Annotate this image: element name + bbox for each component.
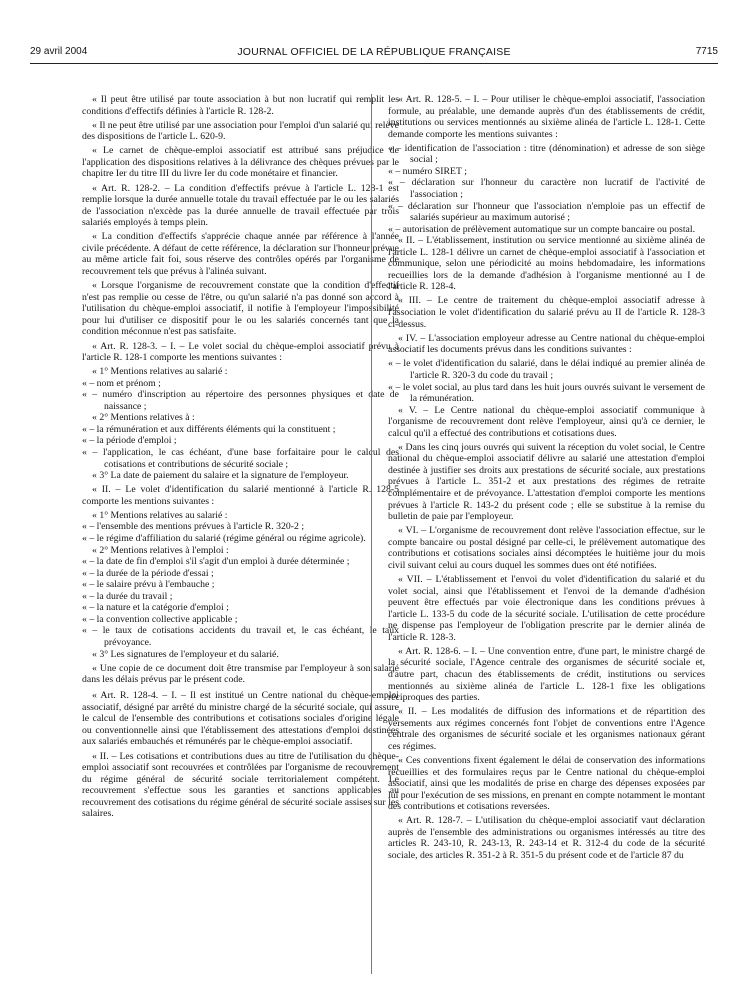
list-item: « – numéro SIRET ;: [388, 165, 467, 177]
list-item: « – le salaire prévu à l'embauche ;: [82, 579, 215, 591]
paragraph: « Une copie de ce document doit être transmise par l'employeur à son salarié dans les délais prévus par le présent code.: [82, 662, 399, 686]
paragraph: « II. – Le volet d'identification du salarié mentionné à l'article R. 128-5 comporte les mentions suivantes :: [82, 484, 399, 507]
list-item: « – numéro d'inscription au répertoire des personnes physiques et date de naissance ;: [82, 389, 399, 412]
list-item: « – la période d'emploi ;: [82, 435, 177, 447]
list-item: « – l'ensemble des mentions prévues à l'article R. 320-2 ;: [82, 521, 305, 533]
article-paragraph: « Art. R. 128-3. – I. – Le volet social du chèque-emploi associatif prévu à l'article R. 128-1 comporte les mentions suivantes :: [82, 340, 399, 364]
list-item: « – le régime d'affiliation du salarié (régime général ou régime agricole).: [82, 533, 366, 545]
paragraph: « Le carnet de chèque-emploi associatif est attribué sans préjudice de l'application des dispositions relatives à la délivrance des chèques prévues par le chapitre Ier du titre III du livre Ier du code monétaire et financier.: [82, 145, 399, 180]
paragraph: « La condition d'effectifs s'apprécie chaque année par référence à l'année civile précédente. A défaut de cette référence, la déclaration sur l'honneur prévue au même article fait foi, sous réserve des contrôles opérés par l'organisme de recouvrement tels que prévus à l'alinéa suivant.: [82, 231, 399, 278]
paragraph: « IV. – L'association employeur adresse au Centre national du chèque-emploi associatif les documents prévus dans les conditions suivantes :: [388, 332, 705, 356]
list-item: « – la date de fin d'emploi s'il s'agit d'un emploi à durée déterminée ;: [82, 556, 350, 568]
list-item: « – l'application, le cas échéant, d'une base forfaitaire pour le calcul des cotisations et contributions de sécurité sociale ;: [82, 447, 399, 470]
issue-date: 29 avril 2004: [30, 46, 88, 57]
paragraph: « III. – Le centre de traitement du chèque-emploi associatif adresse à l'association le volet d'identification du salarié prévu au II de l'article R. 128-3 ci-dessus.: [388, 295, 705, 330]
page-number: 7715: [695, 46, 718, 57]
list-item: « – déclaration sur l'honneur que l'association n'emploie pas un effectif de salariés supérieur au maximum autorisé ;: [388, 200, 705, 224]
paragraph: « II. – Les modalités de diffusion des informations et de répartition des versements aux régimes concernés font l'objet de conventions entre l'Agence centrale des organismes de sécurité sociale et les organismes nationaux gérant ces régimes.: [388, 706, 705, 752]
paragraph: « II. – Les cotisations et contributions dues au titre de l'utilisation du chèque-emploi associatif sont recouvrées et contrôlées par l'organisme de recouvrement du régime général de sécurité sociale territorialement compétent. Le recouvrement s'effectue sous les garanties et sanctions applicables au recouvrement des cotisations du régime général de sécurité sociale assises sur les salaires.: [82, 750, 399, 820]
list-heading: « 2° Mentions relatives à l'emploi :: [92, 544, 229, 556]
list-item: « – la nature et la catégorie d'emploi ;: [82, 602, 229, 614]
paragraph: « II. – L'établissement, institution ou service mentionné au sixième alinéa de l'article L. 128-1 délivre un carnet de chèque-emploi associatif à l'association et communique, selon une périodicité au moins hebdomadaire, les informations recueillies lors de la demande d'adhésion à l'organisme mentionné au I de l'article R. 128-4.: [388, 235, 705, 293]
paragraph: « Lorsque l'organisme de recouvrement constate que la condition d'effectif n'est pas remplie ou cesse de l'être, ou qu'un salarié n'a pas donné son accord à l'utilisation du chèque-emploi associatif, il notifie à l'employeur l'impossibilité pour lui d'utiliser ce dispositif pour le ou les salariés concernés tant que la condition méconnue n'est pas satisfaite.: [82, 280, 399, 338]
list-item: « – le volet d'identification du salarié, dans le délai indiqué au premier alinéa de l'article R. 320-3 du code du travail ;: [388, 358, 705, 381]
paragraph: « Dans les cinq jours ouvrés qui suivent la réception du volet social, le Centre national du chèque-emploi associatif délivre au salarié une attestation d'emploi destinée à justifier ses droits aux prestations de sécurité sociale, aux prestations prévues à l'article L. 351-2 et aux prestations des régimes de retraite complémentaire et de prévoyance. L'attestation d'emploi comporte les mentions prévues à l'article R. 143-2 du présent code ; elle se substitue à la remise du bulletin de paie par l'employeur.: [388, 441, 705, 523]
paragraph: « Il ne peut être utilisé par une association pour l'emploi d'un salarié qui relève des dispositions de l'article L. 620-9.: [82, 119, 399, 143]
header-rule: [30, 63, 718, 64]
paragraph: « V. – Le Centre national du chèque-emploi associatif communique à l'organisme de recouvrement dont relève l'employeur, ainsi qu'à ce dernier, le calcul qu'il a effectué des contributions et cotisations dues.: [388, 404, 705, 439]
paragraph: « 3° Les signatures de l'employeur et du salarié.: [92, 648, 279, 660]
journal-title: JOURNAL OFFICIEL DE LA RÉPUBLIQUE FRANÇAISE: [237, 46, 511, 58]
list-item: « – le volet social, au plus tard dans les huit jours ouvrés suivant le versement de la rémunération.: [388, 381, 705, 405]
left-column: [82, 94, 399, 974]
list-item: « – le taux de cotisations accidents du travail et, le cas échéant, le taux prévoyance.: [82, 625, 399, 648]
paragraph: « VI. – L'organisme de recouvrement dont relève l'association effectue, sur le compte bancaire ou postal désigné par celle-ci, le prélèvement automatique des contributions et cotisations sociales ainsi décomptées le huitième jour du mois civil suivant celui au cours duquel les sommes dues ont été notifiées.: [388, 525, 705, 571]
list-item: « – déclaration sur l'honneur du caractère non lucratif de l'activité de l'association ;: [388, 177, 705, 200]
paragraph: « 3° La date de paiement du salaire et la signature de l'employeur.: [92, 470, 349, 482]
paragraph: « Ces conventions fixent également le délai de conservation des informations recueillies et des formulaires reçus par le Centre national du chèque-emploi associatif, ainsi que les modalités de prise en charge des dépenses exposées par lui pour l'exécution de ses missions, en prenant en compte notamment le montant des contributions et cotisations reversées.: [388, 755, 705, 813]
list-item: « – autorisation de prélèvement automatique sur un compte bancaire ou postal.: [388, 223, 696, 235]
article-paragraph: « Art. R. 128-2. – La condition d'effectifs prévue à l'article L. 128-1 est remplie lorsque la durée annuelle totale du travail effectuée par le ou les salariés de l'association n'excède pas la durée annuelle de travail effectuée par trois salariés employés à temps plein.: [82, 182, 399, 229]
column-separator: [371, 94, 372, 974]
list-item: « – la rémunération et aux différents éléments qui la constituent ;: [82, 423, 336, 435]
article-paragraph: « Art. R. 128-5. – I. – Pour utiliser le chèque-emploi associatif, l'association formule, au préalable, une demande auprès d'un des établissements de crédit, institutions ou services mentionnés au sixième alinéa de l'article L. 128-1. Cette demande comporte les mentions suivantes :: [388, 94, 705, 140]
article-paragraph: « Art. R. 128-6. – I. – Une convention entre, d'une part, le ministre chargé de la sécurité sociale, l'Agence centrale des organismes de sécurité sociale et, d'autre part, chacun des établissements de crédit, institutions ou services mentionnés au sixième alinéa de l'article L. 128-1 fixe les obligations réciproques des parties.: [388, 645, 705, 704]
list-heading: « 1° Mentions relatives au salarié :: [92, 509, 228, 521]
article-paragraph: « Art. R. 128-4. – I. – Il est institué un Centre national du chèque-emploi associatif, désigné par arrêté du ministre chargé de la sécurité sociale, qui assure le calcul de l'ensemble des contributions et cotisations sociales d'origine légale ou conventionnelle ainsi que l'établissement des attestations d'emploi destinées aux salariés embauchés et rémunérés par le chèque-emploi associatif.: [82, 690, 399, 748]
list-item: « – la durée de la période d'essai ;: [82, 567, 214, 579]
page-header: [30, 44, 718, 60]
paragraph: « Il peut être utilisé par toute association à but non lucratif qui remplit les conditions d'effectifs définies à l'article R. 128-2.: [82, 94, 399, 117]
right-column: [388, 94, 705, 974]
list-heading: « 1° Mentions relatives au salarié :: [92, 366, 228, 378]
list-item: « – identification de l'association : titre (dénomination) et adresse de son siège social ;: [388, 142, 705, 166]
list-heading: « 2° Mentions relatives à :: [92, 412, 195, 424]
list-item: « – la durée du travail ;: [82, 590, 173, 602]
paragraph: « VII. – L'établissement et l'envoi du volet d'identification du salarié et du volet social, ainsi que l'établissement et l'envoi de la demande d'adhésion peuvent être effectués par voie électronique dans les conditions prévues à l'article L. 133-5 du code de la sécurité sociale. L'utilisation de cette procédure ne dispense pas l'employeur de l'obligation prescrite par le dernier alinéa de l'article R. 128-3.: [388, 574, 705, 643]
article-paragraph: « Art. R. 128-7. – L'utilisation du chèque-emploi associatif vaut déclaration auprès de l'ensemble des administrations ou organismes intéressés au titre des articles R. 243-10, R. 243-13, R. 243-14 et R. 312-4 du code de la sécurité sociale, des articles R. 351-2 à R. 351-5 du présent code et de l'article 87 du: [388, 815, 705, 861]
list-item: « – nom et prénom ;: [82, 377, 161, 389]
list-item: « – la convention collective applicable ;: [82, 613, 238, 625]
